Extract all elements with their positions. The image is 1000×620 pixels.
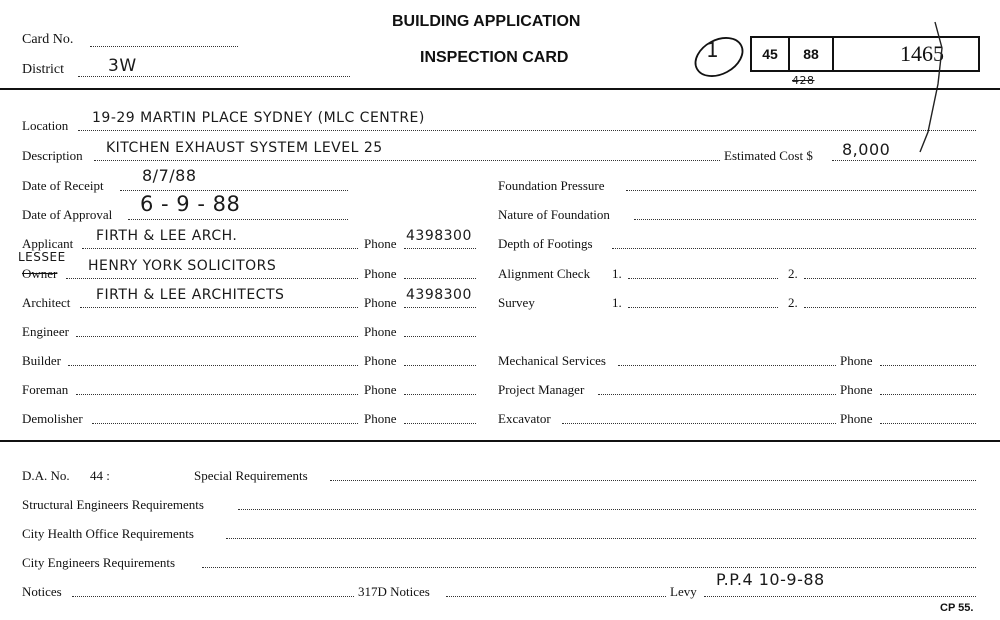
district-value: 3W <box>108 56 137 76</box>
levy-label: Levy <box>670 584 697 599</box>
card-no-field[interactable] <box>90 46 238 47</box>
builder-field[interactable] <box>68 365 358 366</box>
city-eng-field[interactable] <box>202 567 976 568</box>
alignment-num2: 2. <box>788 266 798 281</box>
demolisher-phone-field[interactable] <box>404 423 476 424</box>
architect-value: FIRTH & LEE ARCHITECTS <box>96 287 285 303</box>
applicant-value: FIRTH & LEE ARCH. <box>96 228 238 244</box>
location-label: Location <box>22 118 69 133</box>
project-manager-phone-label: Phone <box>840 382 873 397</box>
architect-phone-label: Phone <box>364 295 397 310</box>
foundation-pressure-field[interactable] <box>626 190 976 191</box>
alignment-field-2[interactable] <box>804 278 976 279</box>
applicant-phone-field[interactable] <box>404 248 476 249</box>
builder-label: Builder <box>22 353 61 368</box>
da-no-value: 44 : <box>90 468 110 483</box>
depth-footings-label: Depth of Footings <box>498 236 593 251</box>
circled-mark-value: 1 <box>706 38 720 62</box>
engineer-label: Engineer <box>22 324 69 339</box>
form-code: CP 55. <box>940 602 974 614</box>
date-receipt-value: 8/7/88 <box>142 166 197 185</box>
pen-stroke-icon <box>900 20 960 160</box>
survey-label: Survey <box>498 295 535 310</box>
applicant-phone-value: 4398300 <box>406 228 472 244</box>
card-no-label: Card No. <box>22 32 74 47</box>
alignment-num1: 1. <box>612 266 622 281</box>
builder-phone-label: Phone <box>364 353 397 368</box>
estimated-cost-label: Estimated Cost $ <box>724 148 813 163</box>
mechanical-phone-field[interactable] <box>880 365 976 366</box>
owner-override: LESSEE <box>18 250 66 264</box>
notices-label: Notices <box>22 584 62 599</box>
levy-field[interactable] <box>704 596 976 597</box>
survey-field-1[interactable] <box>628 307 778 308</box>
depth-footings-field[interactable] <box>612 248 976 249</box>
applicant-field[interactable] <box>82 248 358 249</box>
excavator-phone-field[interactable] <box>880 423 976 424</box>
structural-field[interactable] <box>238 509 976 510</box>
owner-phone-label: Phone <box>364 266 397 281</box>
alignment-field-1[interactable] <box>628 278 778 279</box>
city-eng-label: City Engineers Requirements <box>22 555 176 570</box>
ref-box-3: 1465 <box>832 36 980 72</box>
excavator-field[interactable] <box>562 423 836 424</box>
date-receipt-label: Date of Receipt <box>22 178 104 193</box>
nature-foundation-field[interactable] <box>634 219 976 220</box>
description-value: KITCHEN EXHAUST SYSTEM LEVEL 25 <box>106 140 383 156</box>
owner-value: HENRY YORK SOLICITORS <box>88 258 277 274</box>
nature-foundation-label: Nature of Foundation <box>498 207 610 222</box>
builder-phone-field[interactable] <box>404 365 476 366</box>
special-req-field[interactable] <box>330 480 976 481</box>
foreman-phone-field[interactable] <box>404 394 476 395</box>
applicant-phone-label: Phone <box>364 236 397 251</box>
district-label: District <box>22 62 64 77</box>
owner-label: Owner <box>22 266 58 281</box>
engineer-phone-field[interactable] <box>404 336 476 337</box>
mechanical-phone-label: Phone <box>840 353 873 368</box>
struck-number: 428 <box>792 74 815 87</box>
date-approval-value: 6 - 9 - 88 <box>140 192 241 216</box>
location-value: 19-29 MARTIN PLACE SYDNEY (MLC CENTRE) <box>92 110 425 126</box>
ref-box-1: 45 <box>750 36 790 72</box>
section-divider <box>0 440 1000 442</box>
date-approval-field[interactable] <box>128 219 348 220</box>
project-manager-phone-field[interactable] <box>880 394 976 395</box>
architect-field[interactable] <box>80 307 358 308</box>
health-label: City Health Office Requirements <box>22 526 194 541</box>
survey-num2: 2. <box>788 295 798 310</box>
notices-field[interactable] <box>72 596 354 597</box>
description-label: Description <box>22 148 83 163</box>
excavator-label: Excavator <box>498 411 551 426</box>
location-field[interactable] <box>78 130 976 131</box>
demolisher-phone-label: Phone <box>364 411 397 426</box>
demolisher-field[interactable] <box>92 423 358 424</box>
estimated-cost-field[interactable] <box>832 160 976 161</box>
foreman-field[interactable] <box>76 394 358 395</box>
structural-label: Structural Engineers Requirements <box>22 497 204 512</box>
architect-phone-value: 4398300 <box>406 287 472 303</box>
foundation-pressure-label: Foundation Pressure <box>498 178 605 193</box>
notices-317d-label: 317D Notices <box>358 584 430 599</box>
foreman-label: Foreman <box>22 382 69 397</box>
architect-phone-field[interactable] <box>404 307 476 308</box>
foreman-phone-label: Phone <box>364 382 397 397</box>
survey-field-2[interactable] <box>804 307 976 308</box>
card-title-line1: BUILDING APPLICATION <box>392 13 581 30</box>
survey-num1: 1. <box>612 295 622 310</box>
mechanical-field[interactable] <box>618 365 836 366</box>
card-title-line2: INSPECTION CARD <box>420 49 569 66</box>
owner-field[interactable] <box>66 278 358 279</box>
architect-label: Architect <box>22 295 71 310</box>
district-field[interactable] <box>78 76 350 77</box>
health-field[interactable] <box>226 538 976 539</box>
notices-317d-field[interactable] <box>446 596 666 597</box>
date-approval-label: Date of Approval <box>22 207 113 222</box>
mechanical-label: Mechanical Services <box>498 353 606 368</box>
header-divider <box>0 88 1000 90</box>
da-no-label: D.A. No. <box>22 468 70 483</box>
owner-phone-field[interactable] <box>404 278 476 279</box>
demolisher-label: Demolisher <box>22 411 83 426</box>
engineer-field[interactable] <box>76 336 358 337</box>
excavator-phone-label: Phone <box>840 411 873 426</box>
estimated-cost-value: 8,000 <box>842 140 891 159</box>
engineer-phone-label: Phone <box>364 324 397 339</box>
special-req-label: Special Requirements <box>194 468 308 483</box>
description-field[interactable] <box>94 160 720 161</box>
alignment-check-label: Alignment Check <box>498 266 591 281</box>
project-manager-label: Project Manager <box>498 382 585 397</box>
project-manager-field[interactable] <box>598 394 836 395</box>
ref-box-2: 88 <box>788 36 834 72</box>
applicant-label: Applicant <box>22 236 74 251</box>
date-receipt-field[interactable] <box>120 190 348 191</box>
levy-value: P.P.4 10-9-88 <box>716 570 825 589</box>
